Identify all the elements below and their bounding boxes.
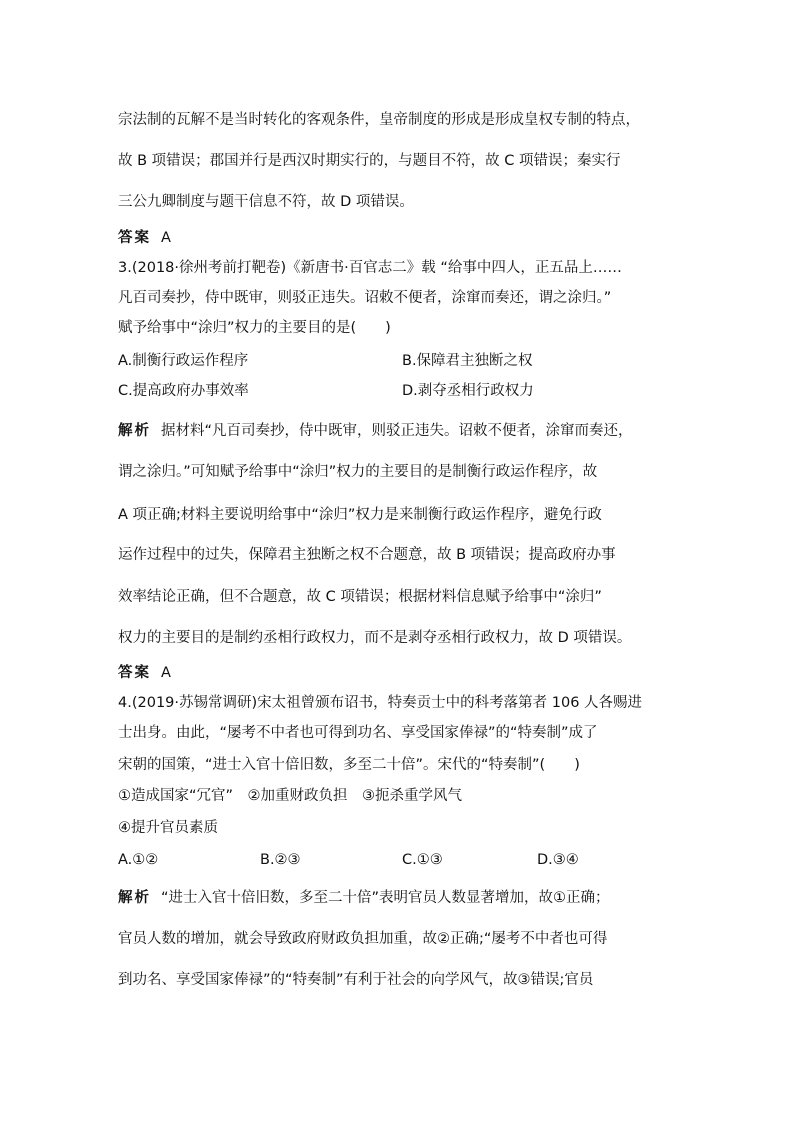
question-3-explanation-line: 权力的主要目的是制约丞相行政权力，而不是剥夺丞相行政权力，故 D 项错误。	[118, 630, 632, 646]
answer-line	[118, 663, 716, 683]
question-4-stem-line: 宋朝的国策，“进士入官十倍旧数，多至二十倍”。宋代的“特奏制”( )	[118, 757, 580, 773]
question-3-explanation-line: A 项正确;材料主要说明给事中“涂归”权力是来制衡行政运作程序，避免行政	[118, 507, 602, 523]
question-4-statements: ④提升官员素质	[118, 820, 218, 836]
question-3-explanation-line: 解析 据材料“凡百司奏抄，侍中既审，则驳正违失。诏敕不便者，涂窜而奏还，	[118, 423, 633, 439]
question-3-explanation-line: 谓之涂归。”可知赋予给事中“涂归”权力的主要目的是制衡行政运作程序，故	[118, 464, 598, 480]
question-4-explanation-line: 解析 “进士入官十倍旧数，多至二十倍”表明官员人数显著增加，故①正确；	[118, 890, 610, 906]
question-4-explanation-line: 到功名、享受国家俸禄”的“特奏制”有利于社会的向学风气，故③错误;官员	[118, 972, 594, 988]
question-3-option-a: A.制衡行政运作程序	[118, 353, 249, 369]
question-3-option-c: C.提高政府办事效率	[118, 383, 249, 399]
question-3-stem-line: 3.(2018·徐州考前打靶卷)《新唐书·百官志二》载 “给事中四人，正五品上……	[118, 260, 622, 276]
question-3-explanation-line: 效率结论正确，但不合题意，故 C 项错误；根据材料信息赋予给事中“涂归”	[118, 589, 602, 605]
question-4-stem-line: 4.(2019·苏锡常调研)宋太祖曾颁布诏书，特奏贡士中的科考落第者 106 人各赐进	[118, 695, 643, 711]
question-4-option-c: C.①③	[402, 852, 443, 868]
answer-value: A	[161, 230, 171, 246]
question-3-stem-line: 凡百司奏抄，侍中既审，则驳正违失。诏敕不便者，涂窜而奏还，谓之涂归。”	[118, 290, 612, 306]
answer-label: 答案	[118, 230, 151, 246]
question-4-statements: ①造成国家“冗官” ②加重财政负担 ③扼杀重学风气	[118, 788, 463, 804]
question-3-option-b: B.保障君主独断之权	[402, 353, 533, 369]
explanation-line: 故 B 项错误；郡国并行是西汉时期实行的，与题目不符，故 C 项错误；秦实行	[118, 153, 621, 169]
answer-value: A	[161, 665, 171, 681]
answer-label: 答案	[118, 665, 151, 681]
question-3-stem-line: 赋予给事中“涂归”权力的主要目的是( )	[118, 320, 391, 336]
explanation-label: 解析	[118, 423, 151, 439]
question-3-option-d: D.剥夺丞相行政权力	[402, 383, 534, 399]
question-4-explanation-line: 官员人数的增加，就会导致政府财政负担加重，故②正确;“屡考不中者也可得	[118, 931, 608, 947]
explanation-line: 宗法制的瓦解不是当时转化的客观条件，皇帝制度的形成是形成皇权专制的特点，	[118, 112, 640, 128]
explanation-label: 解析	[118, 890, 151, 906]
answer-line	[118, 228, 716, 248]
question-4-option-a: A.①②	[118, 852, 159, 868]
question-4-stem-line: 士出身。由此，“屡考不中者也可得到功名、享受国家俸禄”的“特奏制”成了	[118, 725, 598, 741]
question-4-option-b: B.②③	[260, 852, 301, 868]
question-4-option-d: D.③④	[537, 852, 579, 868]
explanation-line: 三公九卿制度与题干信息不符，故 D 项错误。	[118, 194, 414, 210]
question-3-explanation-line: 运作过程中的过失，保障君主独断之权不合题意，故 B 项错误；提高政府办事	[118, 547, 616, 563]
